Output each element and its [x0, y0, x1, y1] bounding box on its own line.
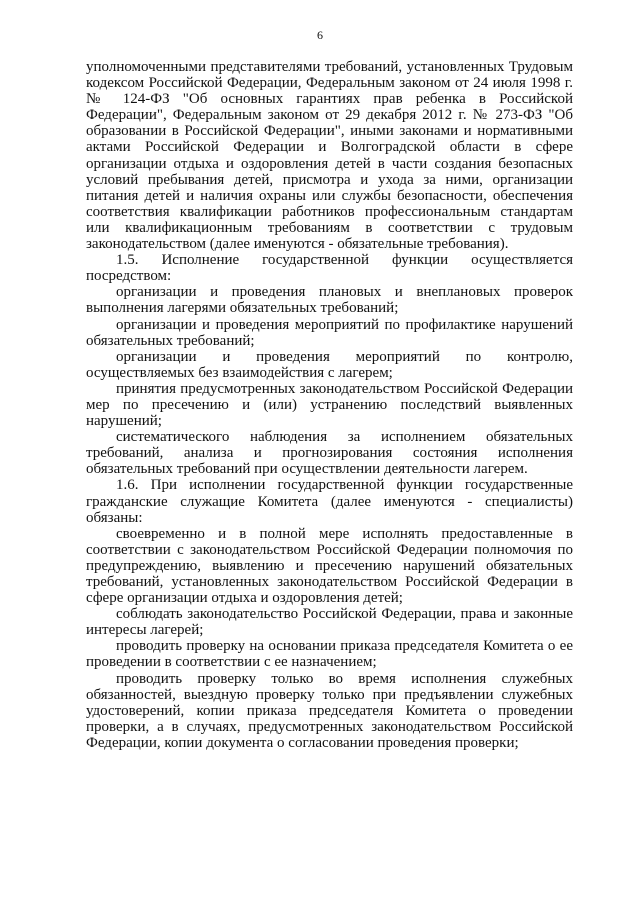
list-item-suppression: принятия предусмотренных законодательством Российской Федерации мер по пресечению и (или) устранению последствий выявленных нарушений;	[86, 380, 573, 430]
paragraph-1-5: 1.5. Исполнение государственной функции осуществляется посредством:	[86, 252, 573, 285]
list-item-order-basis: проводить проверку на основании приказа председателя Комитета о ее проведении в соответствии с ее назначением;	[86, 638, 573, 671]
paragraph-requirements: уполномоченными представителями требований, установленных Трудовым кодексом Российской Федерации, Федеральным законом от 24 июля 1998 г. № 124-ФЗ "Об основных гарантиях прав ребенка в Российской Федерации", Федеральным законом от 29 декабря 2012 г. № 273-ФЗ "Об образовании в Российской Федерации", иными законами и нормативными актами Российской Федерации и Волгоградской области в сфере организации отдыха и оздоровления детей в части создания безопасных условий пребывания детей, присмотра и ухода за ними, организации питания детей и наличия охраны или службы безопасности, обеспечения соответствия квалификации работников профессиональным стандартам или квалификационным требованиям в соответствии с трудовым законодательством (далее именуются - обязательные требования).	[86, 59, 573, 253]
list-item-control-measures: организации и проведения мероприятий по контролю, осуществляемых без взаимодействия с лагерем;	[86, 348, 573, 381]
list-item-monitoring: систематического наблюдения за исполнением обязательных требований, анализа и прогнозирования состояния исполнения обязательных требований при осуществлении деятельности лагерем.	[86, 429, 573, 478]
list-item-observe-law: соблюдать законодательство Российской Федерации, права и законные интересы лагерей;	[86, 606, 573, 639]
list-item-on-duty: проводить проверку только во время исполнения служебных обязанностей, выездную проверку только при предъявлении служебных удостоверений, копии приказа председателя Комитета о проведении проверки, а в случаях, предусмотренных законодательством Российской Федерации, копии документа о согласовании проведения проверки;	[86, 670, 573, 751]
list-item-exercise-powers: своевременно и в полной мере исполнять предоставленные в соответствии с законодательством Российской Федерации полномочия по предупреждению, выявлению и пресечению нарушений обязательных требований, установленных законодательством Российской Федерации в сфере организации отдыха и оздоровления детей;	[86, 525, 573, 607]
paragraph-1-6: 1.6. При исполнении государственной функции государственные гражданские служащие Комитета (далее именуются - специалисты) обязаны:	[86, 477, 573, 526]
list-item-inspections: организации и проведения плановых и внеплановых проверок выполнения лагерями обязательных требований;	[86, 284, 573, 317]
document-body	[86, 59, 573, 751]
list-item-prevention: организации и проведения мероприятий по профилактике нарушений обязательных требований;	[86, 316, 573, 349]
page-number: 6	[317, 28, 323, 42]
